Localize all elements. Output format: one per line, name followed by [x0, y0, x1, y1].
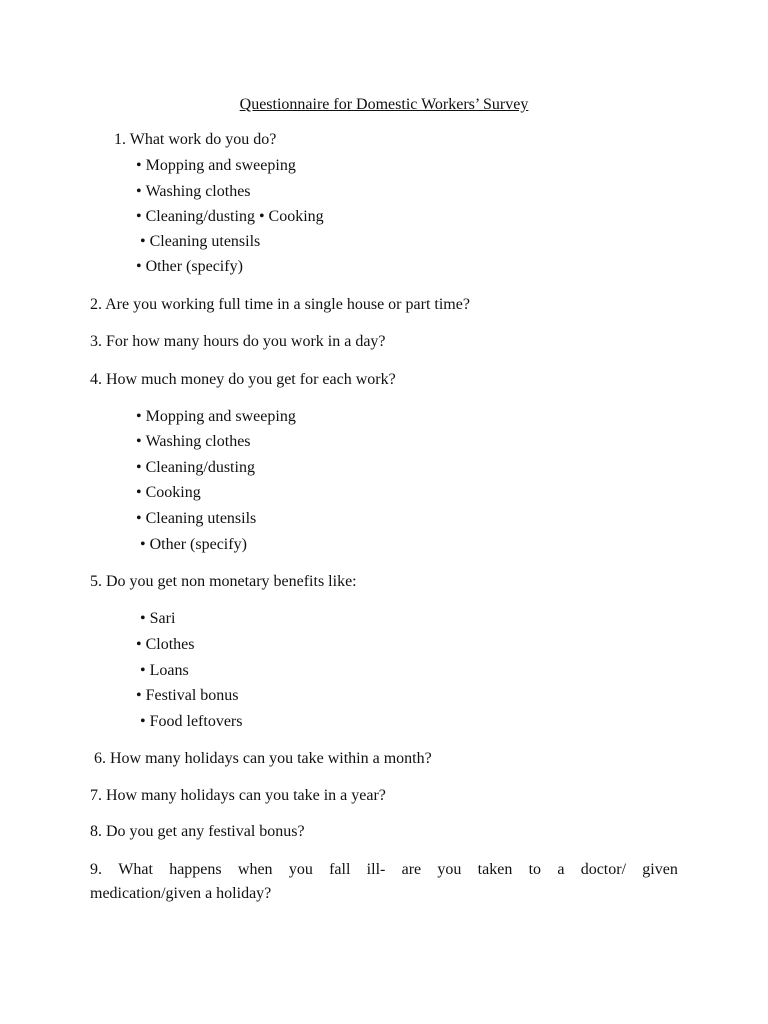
- q1-option: • Washing clothes: [136, 182, 251, 202]
- q5-option: • Festival bonus: [136, 686, 239, 706]
- question-9-word: 9.: [90, 861, 102, 878]
- q1-option: • Cleaning/dusting: [136, 208, 255, 225]
- question-3: 3. For how many hours do you work in a day?: [90, 333, 386, 350]
- question-8: 8. Do you get any festival bonus?: [90, 823, 305, 840]
- question-9-line-2: medication/given a holiday?: [90, 885, 272, 902]
- q5-option: • Loans: [140, 661, 189, 681]
- question-9-word: What: [118, 861, 153, 878]
- document-title: Questionnaire for Domestic Workers’ Survey: [239, 96, 529, 113]
- question-4: 4. How much money do you get for each work?: [90, 371, 396, 388]
- q1-option: • Cooking: [259, 208, 324, 225]
- question-9-word: you: [437, 861, 462, 878]
- question-2: 2. Are you working full time in a single house or part time?: [90, 296, 470, 313]
- question-6: 6. How many holidays can you take within a month?: [94, 750, 432, 767]
- q1-option-row: [136, 207, 324, 227]
- question-9-word: a: [557, 861, 565, 878]
- q5-option: • Clothes: [136, 635, 195, 655]
- question-9-word: you: [288, 861, 313, 878]
- question-9-word: when: [237, 861, 273, 878]
- question-9-word: doctor/: [580, 861, 627, 878]
- question-9-word: are: [401, 861, 422, 878]
- question-1: 1. What work do you do?: [114, 131, 277, 148]
- question-9-word: happens: [169, 861, 222, 878]
- question-5: 5. Do you get non monetary benefits like:: [90, 573, 357, 590]
- q4-option: • Cleaning utensils: [136, 509, 256, 529]
- q5-option: • Sari: [140, 609, 175, 629]
- q4-option: • Cooking: [136, 483, 201, 503]
- q4-option: • Other (specify): [140, 535, 247, 555]
- q1-option: • Other (specify): [136, 257, 243, 277]
- q5-option: • Food leftovers: [140, 712, 242, 732]
- q4-option: • Washing clothes: [136, 432, 251, 452]
- question-9-word: given: [642, 861, 678, 878]
- question-9-word: ill-: [366, 861, 386, 878]
- question-7: 7. How many holidays can you take in a year?: [90, 787, 386, 804]
- question-9-word: fall: [329, 861, 351, 878]
- question-9-line-1: [90, 860, 678, 880]
- question-9-word: taken: [477, 861, 513, 878]
- q4-option: • Cleaning/dusting: [136, 458, 255, 478]
- q1-option: • Mopping and sweeping: [136, 156, 296, 176]
- question-9-word: to: [528, 861, 542, 878]
- q4-option: • Mopping and sweeping: [136, 407, 296, 427]
- q1-option: • Cleaning utensils: [140, 232, 260, 252]
